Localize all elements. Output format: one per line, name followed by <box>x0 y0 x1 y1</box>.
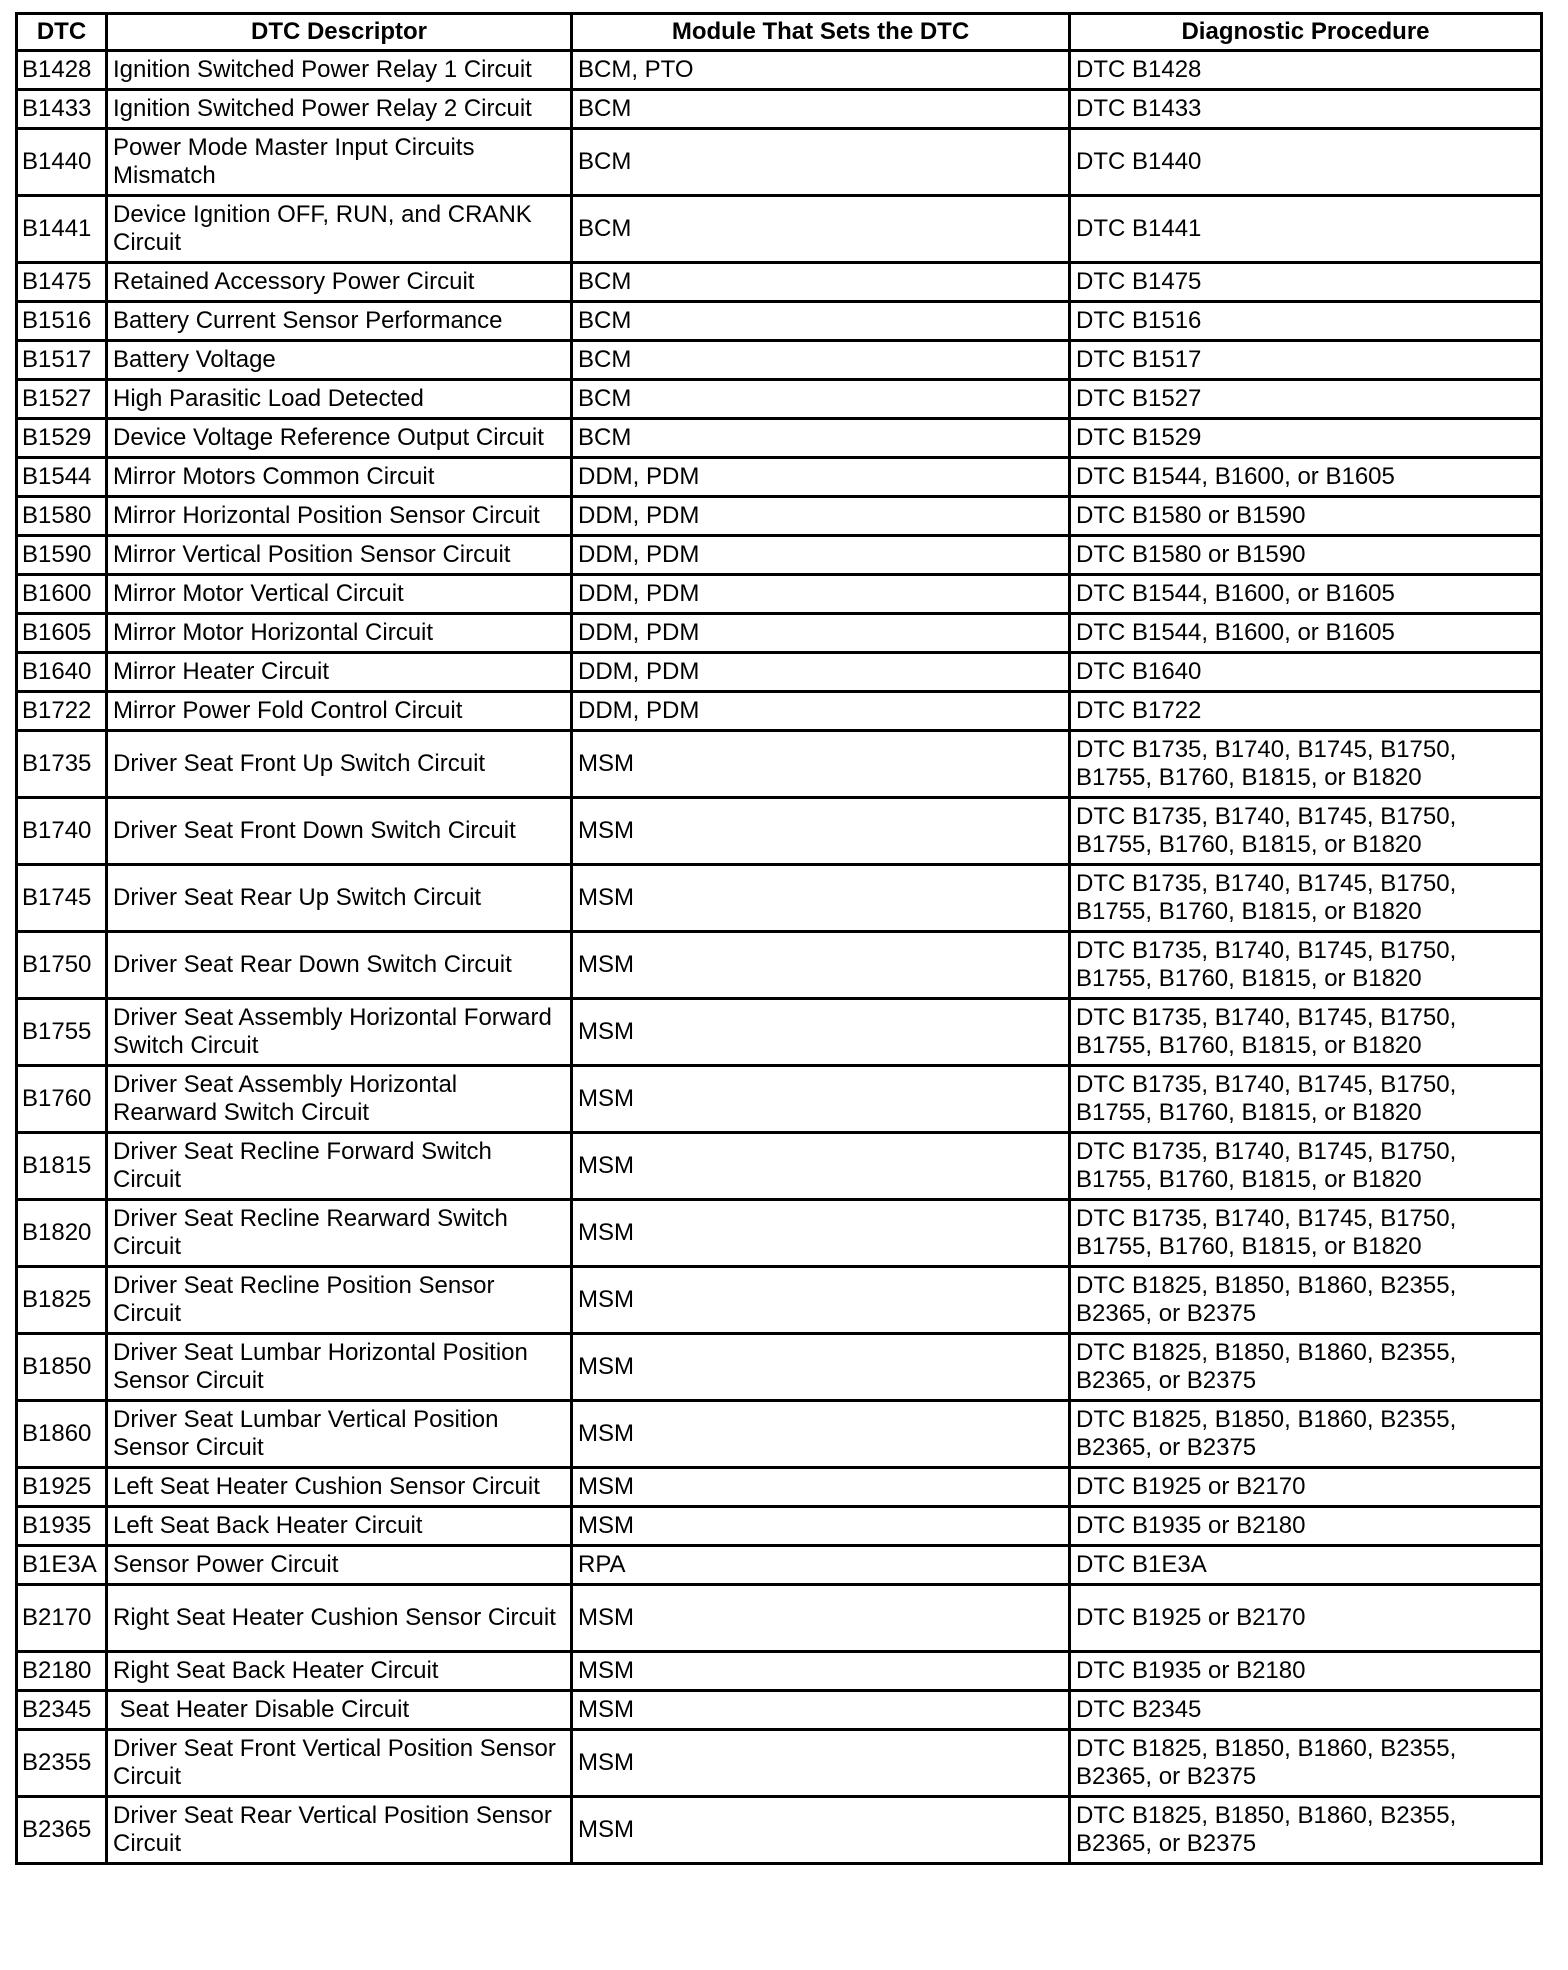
table-cell-module: MSM <box>572 1652 1070 1691</box>
table-cell-dtc: B1433 <box>17 90 107 129</box>
table-cell-procedure: DTC B1735, B1740, B1745, B1750, B1755, B1760, B1815, or B1820 <box>1070 1066 1542 1133</box>
table-row <box>17 1468 1542 1507</box>
table-cell-module: MSM <box>572 1691 1070 1730</box>
header-descriptor: DTC Descriptor <box>107 14 572 51</box>
table-row <box>17 1652 1542 1691</box>
table-cell-module: MSM <box>572 1585 1070 1652</box>
table-cell-procedure: DTC B1516 <box>1070 302 1542 341</box>
table-row <box>17 380 1542 419</box>
table-row <box>17 614 1542 653</box>
table-cell-module: BCM <box>572 90 1070 129</box>
table-cell-module: MSM <box>572 865 1070 932</box>
table-cell-procedure: DTC B1825, B1850, B1860, B2355, B2365, or B2375 <box>1070 1334 1542 1401</box>
table-cell-descriptor: Driver Seat Rear Vertical Position Sensor Circuit <box>107 1797 572 1864</box>
table-cell-descriptor: Retained Accessory Power Circuit <box>107 263 572 302</box>
table-cell-module: BCM <box>572 419 1070 458</box>
table-row <box>17 458 1542 497</box>
table-cell-procedure: DTC B1722 <box>1070 692 1542 731</box>
table-row <box>17 692 1542 731</box>
table-cell-procedure: DTC B2345 <box>1070 1691 1542 1730</box>
table-cell-dtc: B1440 <box>17 129 107 196</box>
table-cell-dtc: B1760 <box>17 1066 107 1133</box>
table-header-row <box>17 14 1542 51</box>
table-cell-module: DDM, PDM <box>572 458 1070 497</box>
table-cell-procedure: DTC B1527 <box>1070 380 1542 419</box>
table-cell-dtc: B1E3A <box>17 1546 107 1585</box>
table-cell-module: BCM <box>572 196 1070 263</box>
table-cell-descriptor: Battery Current Sensor Performance <box>107 302 572 341</box>
table-cell-dtc: B1605 <box>17 614 107 653</box>
table-cell-module: MSM <box>572 932 1070 999</box>
table-cell-procedure: DTC B1925 or B2170 <box>1070 1468 1542 1507</box>
table-cell-descriptor: Driver Seat Front Vertical Position Sensor Circuit <box>107 1730 572 1797</box>
table-cell-dtc: B2355 <box>17 1730 107 1797</box>
table-cell-module: BCM <box>572 263 1070 302</box>
table-cell-module: BCM <box>572 380 1070 419</box>
table-cell-procedure: DTC B1825, B1850, B1860, B2355, B2365, or B2375 <box>1070 1730 1542 1797</box>
table-cell-descriptor: Battery Voltage <box>107 341 572 380</box>
table-cell-descriptor: Mirror Power Fold Control Circuit <box>107 692 572 731</box>
table-cell-dtc: B1925 <box>17 1468 107 1507</box>
table-cell-procedure: DTC B1735, B1740, B1745, B1750, B1755, B1760, B1815, or B1820 <box>1070 1133 1542 1200</box>
table-cell-descriptor: Mirror Motor Vertical Circuit <box>107 575 572 614</box>
table-cell-dtc: B2170 <box>17 1585 107 1652</box>
table-row <box>17 1730 1542 1797</box>
table-row <box>17 419 1542 458</box>
table-row <box>17 1401 1542 1468</box>
table-cell-descriptor: Right Seat Heater Cushion Sensor Circuit <box>107 1585 572 1652</box>
table-cell-procedure: DTC B1428 <box>1070 51 1542 90</box>
header-module: Module That Sets the DTC <box>572 14 1070 51</box>
table-row <box>17 1546 1542 1585</box>
table-cell-module: DDM, PDM <box>572 497 1070 536</box>
table-cell-module: MSM <box>572 999 1070 1066</box>
table-cell-descriptor: Driver Seat Recline Rearward Switch Circuit <box>107 1200 572 1267</box>
table-cell-dtc: B1475 <box>17 263 107 302</box>
table-row <box>17 90 1542 129</box>
table-cell-dtc: B1517 <box>17 341 107 380</box>
table-row <box>17 1334 1542 1401</box>
table-cell-dtc: B1735 <box>17 731 107 798</box>
table-cell-procedure: DTC B1544, B1600, or B1605 <box>1070 614 1542 653</box>
table-cell-procedure: DTC B1735, B1740, B1745, B1750, B1755, B1760, B1815, or B1820 <box>1070 865 1542 932</box>
table-row <box>17 999 1542 1066</box>
table-cell-dtc: B1600 <box>17 575 107 614</box>
table-cell-procedure: DTC B1825, B1850, B1860, B2355, B2365, or B2375 <box>1070 1797 1542 1864</box>
table-cell-module: MSM <box>572 1267 1070 1334</box>
table-row <box>17 1267 1542 1334</box>
table-cell-procedure: DTC B1935 or B2180 <box>1070 1507 1542 1546</box>
table-row <box>17 798 1542 865</box>
table-cell-module: MSM <box>572 1730 1070 1797</box>
table-cell-module: MSM <box>572 731 1070 798</box>
table-cell-dtc: B1935 <box>17 1507 107 1546</box>
table-row <box>17 1507 1542 1546</box>
table-row <box>17 1133 1542 1200</box>
table-row <box>17 1066 1542 1133</box>
table-cell-descriptor: Driver Seat Recline Forward Switch Circuit <box>107 1133 572 1200</box>
table-cell-module: DDM, PDM <box>572 575 1070 614</box>
table-row <box>17 536 1542 575</box>
table-cell-dtc: B1441 <box>17 196 107 263</box>
table-cell-descriptor: Left Seat Heater Cushion Sensor Circuit <box>107 1468 572 1507</box>
table-cell-procedure: DTC B1640 <box>1070 653 1542 692</box>
table-cell-dtc: B1825 <box>17 1267 107 1334</box>
table-cell-descriptor: Mirror Motors Common Circuit <box>107 458 572 497</box>
table-cell-dtc: B1745 <box>17 865 107 932</box>
table-row <box>17 575 1542 614</box>
table-row <box>17 341 1542 380</box>
table-cell-procedure: DTC B1475 <box>1070 263 1542 302</box>
table-cell-module: BCM, PTO <box>572 51 1070 90</box>
table-cell-module: MSM <box>572 1334 1070 1401</box>
table-cell-procedure: DTC B1580 or B1590 <box>1070 536 1542 575</box>
table-cell-descriptor: Driver Seat Assembly Horizontal Forward Switch Circuit <box>107 999 572 1066</box>
table-cell-procedure: DTC B1E3A <box>1070 1546 1542 1585</box>
table-cell-procedure: DTC B1441 <box>1070 196 1542 263</box>
table-cell-procedure: DTC B1735, B1740, B1745, B1750, B1755, B1760, B1815, or B1820 <box>1070 798 1542 865</box>
table-row <box>17 51 1542 90</box>
table-cell-module: DDM, PDM <box>572 536 1070 575</box>
table-cell-procedure: DTC B1517 <box>1070 341 1542 380</box>
table-cell-procedure: DTC B1580 or B1590 <box>1070 497 1542 536</box>
table-row <box>17 1691 1542 1730</box>
table-cell-descriptor: Driver Seat Assembly Horizontal Rearward Switch Circuit <box>107 1066 572 1133</box>
table-row <box>17 129 1542 196</box>
table-cell-module: MSM <box>572 1200 1070 1267</box>
table-cell-module: MSM <box>572 1507 1070 1546</box>
table-cell-descriptor: Ignition Switched Power Relay 2 Circuit <box>107 90 572 129</box>
table-cell-descriptor: Driver Seat Lumbar Horizontal Position Sensor Circuit <box>107 1334 572 1401</box>
table-row <box>17 653 1542 692</box>
table-cell-module: MSM <box>572 1401 1070 1468</box>
table-cell-dtc: B2365 <box>17 1797 107 1864</box>
table-cell-dtc: B1740 <box>17 798 107 865</box>
table-row <box>17 263 1542 302</box>
table-row <box>17 731 1542 798</box>
table-row <box>17 196 1542 263</box>
table-cell-dtc: B1750 <box>17 932 107 999</box>
table-cell-descriptor: Mirror Vertical Position Sensor Circuit <box>107 536 572 575</box>
table-cell-descriptor: Mirror Heater Circuit <box>107 653 572 692</box>
table-cell-dtc: B1580 <box>17 497 107 536</box>
table-cell-descriptor: Driver Seat Rear Up Switch Circuit <box>107 865 572 932</box>
table-cell-procedure: DTC B1440 <box>1070 129 1542 196</box>
table-cell-module: MSM <box>572 1797 1070 1864</box>
table-cell-module: MSM <box>572 1066 1070 1133</box>
table-cell-procedure: DTC B1925 or B2170 <box>1070 1585 1542 1652</box>
table-cell-dtc: B1590 <box>17 536 107 575</box>
table-cell-module: MSM <box>572 798 1070 865</box>
table-cell-descriptor: Device Voltage Reference Output Circuit <box>107 419 572 458</box>
table-cell-module: MSM <box>572 1133 1070 1200</box>
table-cell-descriptor: Sensor Power Circuit <box>107 1546 572 1585</box>
table-cell-procedure: DTC B1544, B1600, or B1605 <box>1070 458 1542 497</box>
table-cell-dtc: B2180 <box>17 1652 107 1691</box>
table-row <box>17 865 1542 932</box>
table-cell-module: MSM <box>572 1468 1070 1507</box>
table-cell-module: BCM <box>572 302 1070 341</box>
header-procedure: Diagnostic Procedure <box>1070 14 1542 51</box>
table-cell-descriptor: Ignition Switched Power Relay 1 Circuit <box>107 51 572 90</box>
table-cell-descriptor: Device Ignition OFF, RUN, and CRANK Circuit <box>107 196 572 263</box>
table-cell-descriptor: Mirror Horizontal Position Sensor Circuit <box>107 497 572 536</box>
table-cell-dtc: B1516 <box>17 302 107 341</box>
table-cell-dtc: B1544 <box>17 458 107 497</box>
table-cell-module: DDM, PDM <box>572 653 1070 692</box>
table-cell-descriptor: Driver Seat Lumbar Vertical Position Sensor Circuit <box>107 1401 572 1468</box>
table-cell-descriptor: Driver Seat Rear Down Switch Circuit <box>107 932 572 999</box>
table-cell-procedure: DTC B1433 <box>1070 90 1542 129</box>
table-cell-module: BCM <box>572 129 1070 196</box>
table-cell-procedure: DTC B1825, B1850, B1860, B2355, B2365, or B2375 <box>1070 1401 1542 1468</box>
table-cell-dtc: B1850 <box>17 1334 107 1401</box>
table-row <box>17 1200 1542 1267</box>
table-cell-descriptor: Right Seat Back Heater Circuit <box>107 1652 572 1691</box>
table-cell-descriptor: Driver Seat Recline Position Sensor Circuit <box>107 1267 572 1334</box>
table-cell-procedure: DTC B1735, B1740, B1745, B1750, B1755, B1760, B1815, or B1820 <box>1070 999 1542 1066</box>
table-row <box>17 1797 1542 1864</box>
table-cell-procedure: DTC B1529 <box>1070 419 1542 458</box>
table-cell-descriptor: High Parasitic Load Detected <box>107 380 572 419</box>
table-cell-dtc: B1820 <box>17 1200 107 1267</box>
table-cell-dtc: B1755 <box>17 999 107 1066</box>
table-cell-dtc: B2345 <box>17 1691 107 1730</box>
table-cell-procedure: DTC B1735, B1740, B1745, B1750, B1755, B1760, B1815, or B1820 <box>1070 932 1542 999</box>
header-dtc: DTC <box>17 14 107 51</box>
table-cell-dtc: B1722 <box>17 692 107 731</box>
table-row <box>17 497 1542 536</box>
table-cell-procedure: DTC B1544, B1600, or B1605 <box>1070 575 1542 614</box>
table-row <box>17 932 1542 999</box>
dtc-table <box>15 12 1543 1865</box>
table-cell-descriptor: Left Seat Back Heater Circuit <box>107 1507 572 1546</box>
table-row <box>17 1585 1542 1652</box>
table-cell-procedure: DTC B1735, B1740, B1745, B1750, B1755, B1760, B1815, or B1820 <box>1070 731 1542 798</box>
table-cell-dtc: B1428 <box>17 51 107 90</box>
table-cell-dtc: B1527 <box>17 380 107 419</box>
table-cell-procedure: DTC B1935 or B2180 <box>1070 1652 1542 1691</box>
table-cell-descriptor: Power Mode Master Input Circuits Mismatch <box>107 129 572 196</box>
table-cell-dtc: B1815 <box>17 1133 107 1200</box>
table-cell-descriptor: Driver Seat Front Down Switch Circuit <box>107 798 572 865</box>
table-cell-descriptor: Seat Heater Disable Circuit <box>107 1691 572 1730</box>
table-cell-descriptor: Mirror Motor Horizontal Circuit <box>107 614 572 653</box>
table-cell-module: BCM <box>572 341 1070 380</box>
table-cell-module: DDM, PDM <box>572 692 1070 731</box>
table-cell-module: RPA <box>572 1546 1070 1585</box>
table-cell-procedure: DTC B1825, B1850, B1860, B2355, B2365, or B2375 <box>1070 1267 1542 1334</box>
table-cell-dtc: B1640 <box>17 653 107 692</box>
table-row <box>17 302 1542 341</box>
table-cell-module: DDM, PDM <box>572 614 1070 653</box>
table-cell-procedure: DTC B1735, B1740, B1745, B1750, B1755, B1760, B1815, or B1820 <box>1070 1200 1542 1267</box>
table-cell-dtc: B1529 <box>17 419 107 458</box>
table-cell-descriptor: Driver Seat Front Up Switch Circuit <box>107 731 572 798</box>
table-cell-dtc: B1860 <box>17 1401 107 1468</box>
